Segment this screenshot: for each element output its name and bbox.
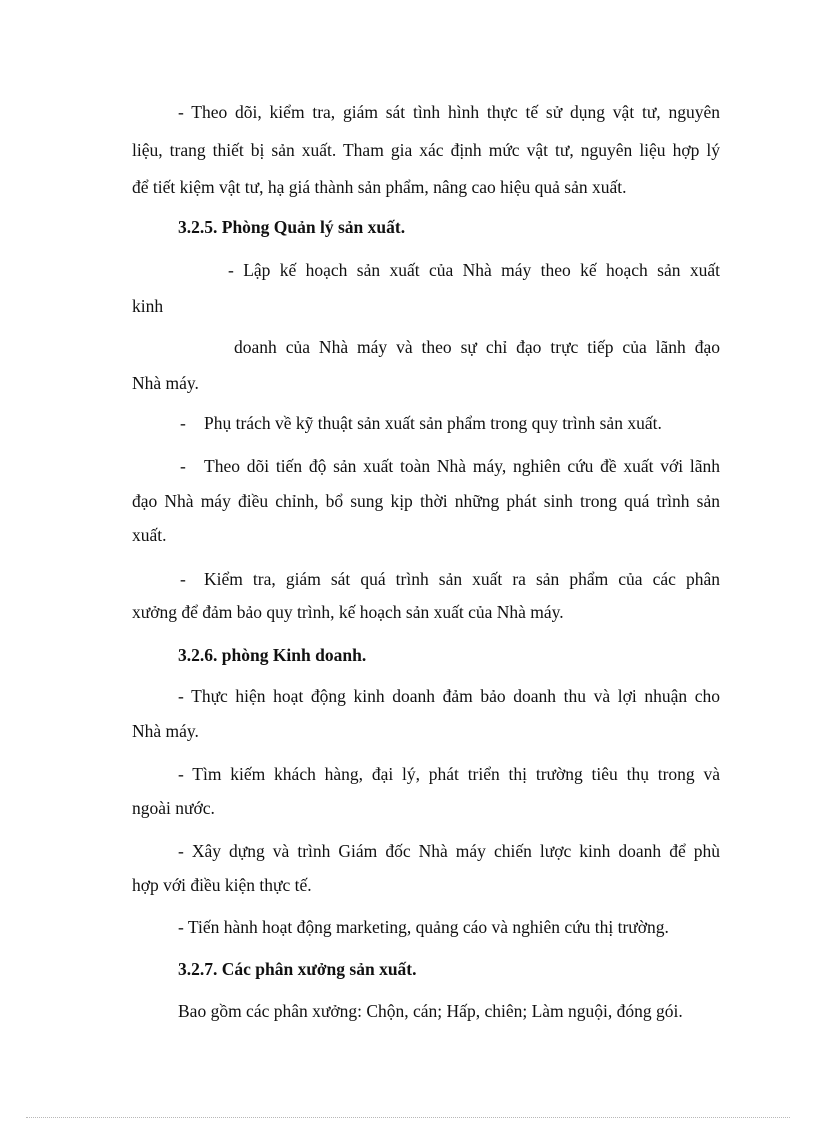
paragraph-line: - Theo dõi, kiểm tra, giám sát tình hình thực tế sử dụng vật tư, nguyên <box>178 102 720 122</box>
list-dash: - <box>180 413 186 433</box>
paragraph-line: kinh <box>132 296 164 316</box>
paragraph-line: đạo Nhà máy điều chỉnh, bổ sung kịp thời những phát sinh trong quá trình sản <box>132 491 720 511</box>
paragraph-line: - Thực hiện hoạt động kinh doanh đảm bảo doanh thu và lợi nhuận cho <box>178 686 720 706</box>
paragraph-line: xuất. <box>132 525 167 545</box>
paragraph-line: Theo dõi tiến độ sản xuất toàn Nhà máy, nghiên cứu đề xuất với lãnh <box>204 456 720 476</box>
paragraph-line: Nhà máy. <box>132 721 199 741</box>
page-bottom-divider <box>26 1117 790 1118</box>
section-heading-3-2-7: 3.2.7. Các phân xưởng sản xuất. <box>178 959 417 979</box>
paragraph-line: - Xây dựng và trình Giám đốc Nhà máy chiến lược kinh doanh để phù <box>178 841 720 861</box>
paragraph-line: ngoài nước. <box>132 798 215 818</box>
paragraph-line: xưởng để đảm bảo quy trình, kế hoạch sản xuất của Nhà máy. <box>132 602 564 622</box>
paragraph-line: Kiểm tra, giám sát quá trình sản xuất ra sản phẩm của các phân <box>204 569 720 589</box>
paragraph-line: Phụ trách về kỹ thuật sản xuất sản phẩm trong quy trình sản xuất. <box>204 413 662 433</box>
paragraph-line: liệu, trang thiết bị sản xuất. Tham gia xác định mức vật tư, nguyên liệu hợp lý <box>132 140 720 160</box>
list-dash: - <box>180 456 186 476</box>
paragraph-line: Bao gồm các phân xưởng: Chộn, cán; Hấp, chiên; Làm nguội, đóng gói. <box>178 1001 683 1021</box>
list-dash: - <box>180 569 186 589</box>
paragraph-line: - Tìm kiếm khách hàng, đại lý, phát triển thị trường tiêu thụ trong và <box>178 764 720 784</box>
paragraph-line: doanh của Nhà máy và theo sự chỉ đạo trực tiếp của lãnh đạo <box>234 337 720 357</box>
section-heading-3-2-6: 3.2.6. phòng Kinh doanh. <box>178 645 367 665</box>
paragraph-line: - Lập kế hoạch sản xuất của Nhà máy theo kế hoạch sản xuất <box>228 260 720 280</box>
paragraph-line: hợp với điều kiện thực tế. <box>132 875 312 895</box>
paragraph-line: - Tiến hành hoạt động marketing, quảng cáo và nghiên cứu thị trường. <box>178 917 669 937</box>
section-heading-3-2-5: 3.2.5. Phòng Quản lý sản xuất. <box>178 217 406 237</box>
paragraph-line: để tiết kiệm vật tư, hạ giá thành sản phẩm, nâng cao hiệu quả sản xuất. <box>132 177 627 197</box>
paragraph-line: Nhà máy. <box>132 373 199 393</box>
